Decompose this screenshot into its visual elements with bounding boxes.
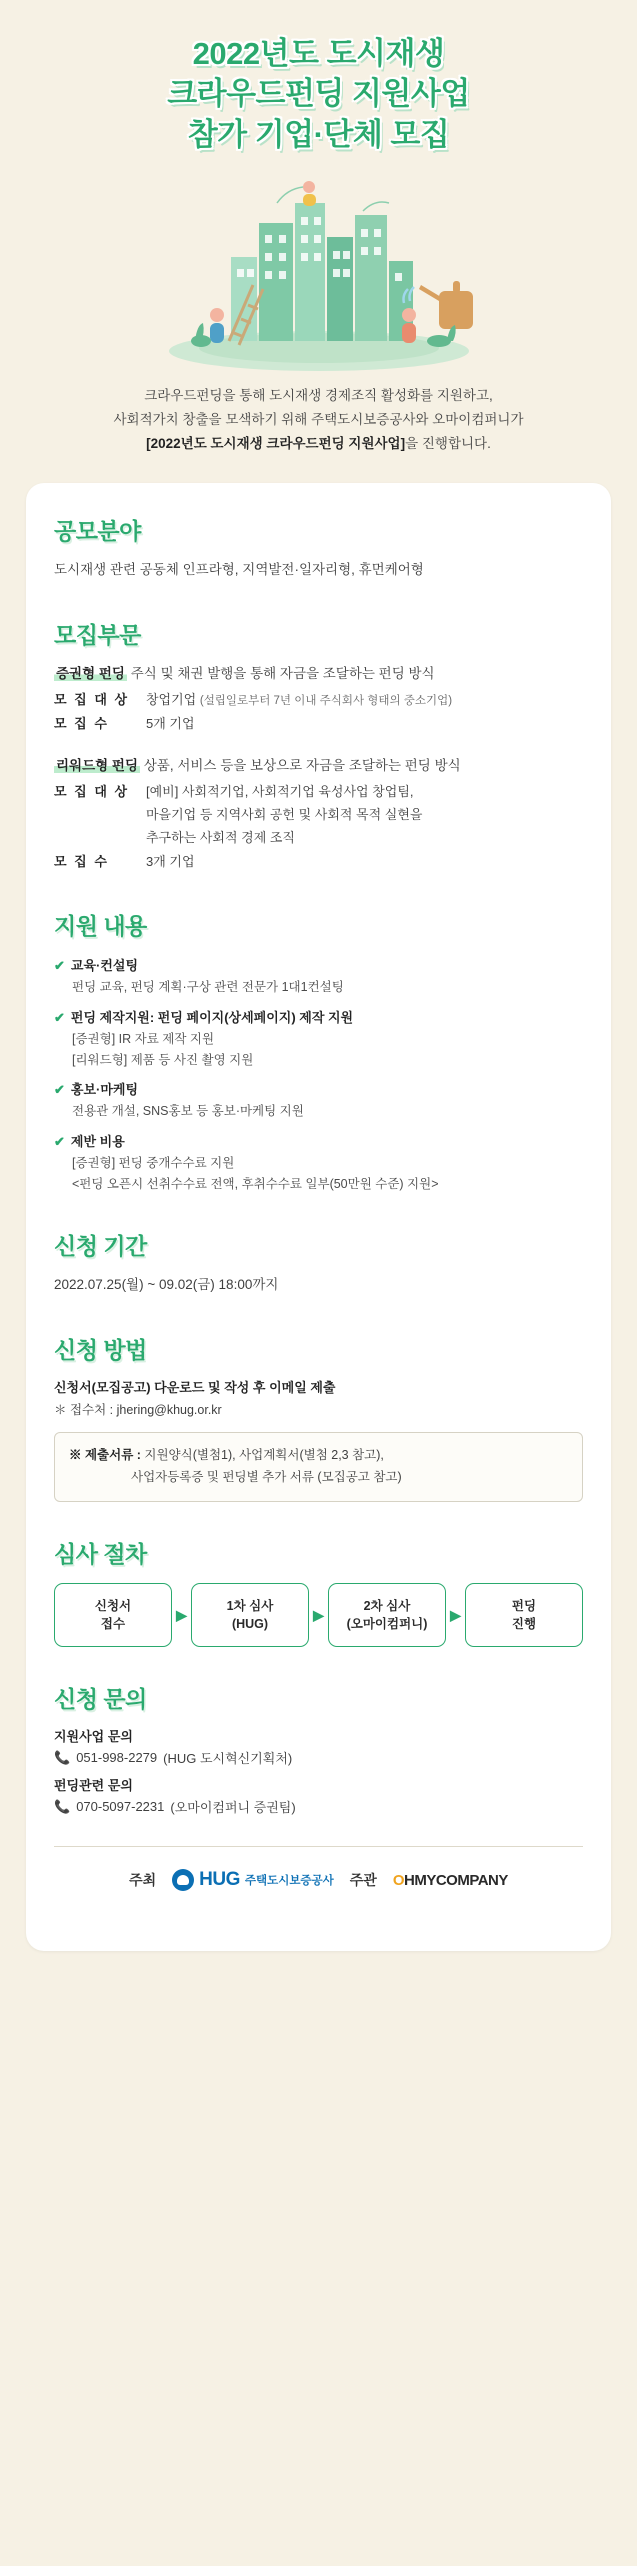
check-icon: ✔ bbox=[54, 1009, 65, 1025]
title-line-2: 크라우드펀딩 지원사업 bbox=[167, 76, 470, 112]
security-funding-desc-text: 주식 및 채권 발행을 통해 자금을 조달하는 펀딩 방식 bbox=[130, 665, 435, 681]
review-step-1 bbox=[54, 1583, 172, 1647]
phone-icon: 📞 bbox=[54, 1798, 71, 1814]
support-item-sub: [증권형] IR 자료 제작 지원 bbox=[72, 1032, 215, 1046]
title-line-1: 2022년도 도시재생 bbox=[192, 36, 445, 71]
method-note-label: ※ 제출서류 : bbox=[69, 1448, 141, 1463]
support-item-title: 제반 비용 bbox=[70, 1133, 125, 1149]
intro-line-3-tail: 을 진행합니다. bbox=[405, 436, 491, 452]
watering-can-icon bbox=[403, 281, 473, 329]
review-step-2 bbox=[191, 1583, 309, 1647]
security-target-main: 창업기업 bbox=[146, 691, 197, 707]
support-item-sub: [리워드형] 제품 등 사진 촬영 지원 bbox=[72, 1052, 254, 1067]
reward-target-label: 모 집 대 상 bbox=[54, 784, 130, 800]
period-body: 2022.07.25(월) ~ 09.02(금) 18:00까지 bbox=[54, 1277, 279, 1293]
support-item bbox=[54, 955, 583, 998]
support-item-head bbox=[54, 1007, 583, 1029]
contact-org-2: (오마이컴퍼니 증권팀) bbox=[170, 1800, 296, 1816]
reward-target-value bbox=[146, 781, 583, 849]
reward-count-value: 3개 기업 bbox=[146, 854, 195, 870]
hero-illustration bbox=[0, 165, 637, 380]
phone-icon: 📞 bbox=[54, 1749, 71, 1765]
field-body: 도시재생 관련 공동체 인프라형, 지역발전·일자리형, 휴먼케어형 bbox=[54, 561, 424, 577]
section-title-contact: 신청 문의 bbox=[54, 1686, 147, 1713]
method-note-line-1: 지원양식(별첨1), 사업계획서(별첨 2,3 참고), bbox=[144, 1448, 384, 1463]
review-step-4-line-1: 펀딩 bbox=[511, 1599, 537, 1614]
review-step-1-line-1: 신청서 bbox=[94, 1599, 132, 1614]
method-note-line-2: 사업자등록증 및 펀딩별 추가 서류 (모집공고 참고) bbox=[131, 1470, 402, 1485]
reward-funding-desc-text: 상품, 서비스 등을 보상으로 자금을 조달하는 펀딩 방식 bbox=[143, 758, 461, 774]
intro-paragraph bbox=[0, 380, 637, 483]
contact-phone-2[interactable]: 070-5097-2231 bbox=[76, 1799, 165, 1815]
arrow-right-icon: ▶ bbox=[176, 1606, 187, 1623]
security-target-note: (설립일로부터 7년 이내 주식회사 형태의 중소기업) bbox=[199, 694, 453, 707]
footer-logos bbox=[54, 1846, 583, 1917]
hug-logo-text: HUG bbox=[199, 1869, 240, 1891]
security-target-value bbox=[146, 689, 583, 712]
reward-target-row bbox=[54, 781, 583, 849]
omc-logo-rest: HMYCOMPANY bbox=[404, 1871, 508, 1889]
support-item bbox=[54, 1131, 583, 1194]
reward-target-line-2: 마을기업 등 지역사회 공헌 및 사회적 목적 실현을 bbox=[146, 806, 423, 822]
reward-target-line-3: 추구하는 사회적 경제 조직 bbox=[146, 829, 295, 845]
security-target-row bbox=[54, 689, 583, 712]
security-count-value: 5개 기업 bbox=[146, 716, 195, 732]
support-item bbox=[54, 1079, 583, 1122]
section-title-review: 심사 절차 bbox=[54, 1541, 147, 1568]
contact-org-1: (HUG 도시혁신기획처) bbox=[163, 1751, 293, 1767]
section-title-period: 신청 기간 bbox=[54, 1233, 147, 1260]
support-item-title: 펀딩 제작지원: 펀딩 페이지(상세페이지) 제작 지원 bbox=[70, 1009, 354, 1025]
security-target-label: 모 집 대 상 bbox=[54, 691, 130, 707]
omc-logo bbox=[393, 1872, 508, 1889]
contact-phone-1[interactable]: 051-998-2279 bbox=[76, 1750, 158, 1766]
support-item bbox=[54, 1007, 583, 1070]
reward-target-line-1: [예비] 사회적기업, 사회적기업 육성사업 창업팀, bbox=[146, 784, 414, 800]
reward-funding-tag: 리워드형 펀딩 bbox=[56, 758, 138, 774]
arrow-right-icon: ▶ bbox=[450, 1606, 461, 1623]
method-line-1: 신청서(모집공고) 다운로드 및 작성 후 이메일 제출 bbox=[54, 1380, 336, 1396]
hug-logo bbox=[172, 1869, 334, 1891]
host-label: 주최 bbox=[129, 1872, 157, 1889]
check-icon: ✔ bbox=[54, 958, 65, 974]
support-item-title: 교육·컨설팅 bbox=[70, 958, 139, 974]
support-item-head bbox=[54, 1131, 583, 1153]
support-item-title: 홍보·마케팅 bbox=[70, 1082, 139, 1098]
section-title-support: 지원 내용 bbox=[54, 913, 147, 940]
review-step-3-line-1: 2차 심사 bbox=[363, 1599, 411, 1614]
review-step-1-line-2: 접수 bbox=[100, 1617, 126, 1632]
support-item-sub: 전용관 개설, SNS홍보 등 홍보·마케팅 지원 bbox=[72, 1104, 304, 1119]
support-item-sub: <펀딩 오픈시 선취수수료 전액, 후취수수료 일부(50만원 수준) 지원> bbox=[72, 1176, 439, 1191]
contact-row-2 bbox=[54, 1797, 583, 1816]
contact-row-1 bbox=[54, 1748, 583, 1767]
support-item-sub: 펀딩 교육, 펀딩 계획·구상 관련 전문가 1대1컨설팅 bbox=[72, 980, 344, 995]
method-email-line: ＊ 접수처 : jhering@khug.or.kr bbox=[54, 1403, 222, 1418]
support-list bbox=[54, 955, 583, 1194]
support-item-sub: [증권형] 펀딩 중개수수료 지원 bbox=[72, 1156, 235, 1171]
check-icon: ✔ bbox=[54, 1133, 65, 1149]
contact-label-2: 펀딩관련 문의 bbox=[54, 1778, 133, 1794]
intro-program-name: [2022년도 도시재생 크라우드펀딩 지원사업] bbox=[146, 436, 406, 452]
security-count-label: 모 집 수 bbox=[54, 716, 109, 732]
omc-logo-o: O bbox=[392, 1871, 404, 1889]
review-step-4-line-2: 진행 bbox=[511, 1617, 537, 1632]
reward-funding-desc bbox=[54, 754, 583, 779]
review-step-2-line-1: 1차 심사 bbox=[226, 1599, 274, 1614]
reward-count-row bbox=[54, 851, 583, 874]
hero-header bbox=[0, 0, 637, 161]
method-note-box bbox=[54, 1432, 583, 1502]
reward-count-label: 모 집 수 bbox=[54, 854, 109, 870]
city-illustration-svg bbox=[109, 165, 529, 377]
hug-logo-subtext: 주택도시보증공사 bbox=[244, 1875, 334, 1888]
security-funding-tag: 증권형 펀딩 bbox=[56, 665, 125, 681]
check-icon: ✔ bbox=[54, 1082, 65, 1098]
intro-line-2: 사회적가치 창출을 모색하기 위해 주택도시보증공사와 오마이컴퍼니가 bbox=[113, 412, 524, 428]
page-title bbox=[0, 34, 637, 155]
intro-line-1: 크라우드펀딩을 통해 도시재생 경제조직 활성화를 지원하고, bbox=[144, 387, 493, 403]
security-funding-desc bbox=[54, 662, 583, 687]
arrow-right-icon: ▶ bbox=[313, 1606, 324, 1623]
hug-mark-icon bbox=[172, 1869, 194, 1891]
security-count-row bbox=[54, 713, 583, 736]
section-title-field: 공모분야 bbox=[54, 517, 141, 544]
review-step-3 bbox=[328, 1583, 446, 1647]
content-card bbox=[26, 483, 611, 1952]
support-item-head bbox=[54, 1079, 583, 1101]
review-steps bbox=[54, 1583, 583, 1647]
section-title-method: 신청 방법 bbox=[54, 1337, 147, 1364]
review-step-4 bbox=[465, 1583, 583, 1647]
intro-line-3 bbox=[40, 432, 597, 456]
review-step-3-line-2: (오마이컴퍼니) bbox=[346, 1617, 428, 1632]
contact-label-1: 지원사업 문의 bbox=[54, 1729, 133, 1745]
organizer-label: 주관 bbox=[349, 1872, 377, 1889]
support-item-head bbox=[54, 955, 583, 977]
title-line-3: 참가 기업·단체 모집 bbox=[187, 116, 450, 152]
section-title-recruit: 모집부문 bbox=[54, 621, 141, 648]
review-step-2-line-2: (HUG) bbox=[231, 1617, 269, 1632]
